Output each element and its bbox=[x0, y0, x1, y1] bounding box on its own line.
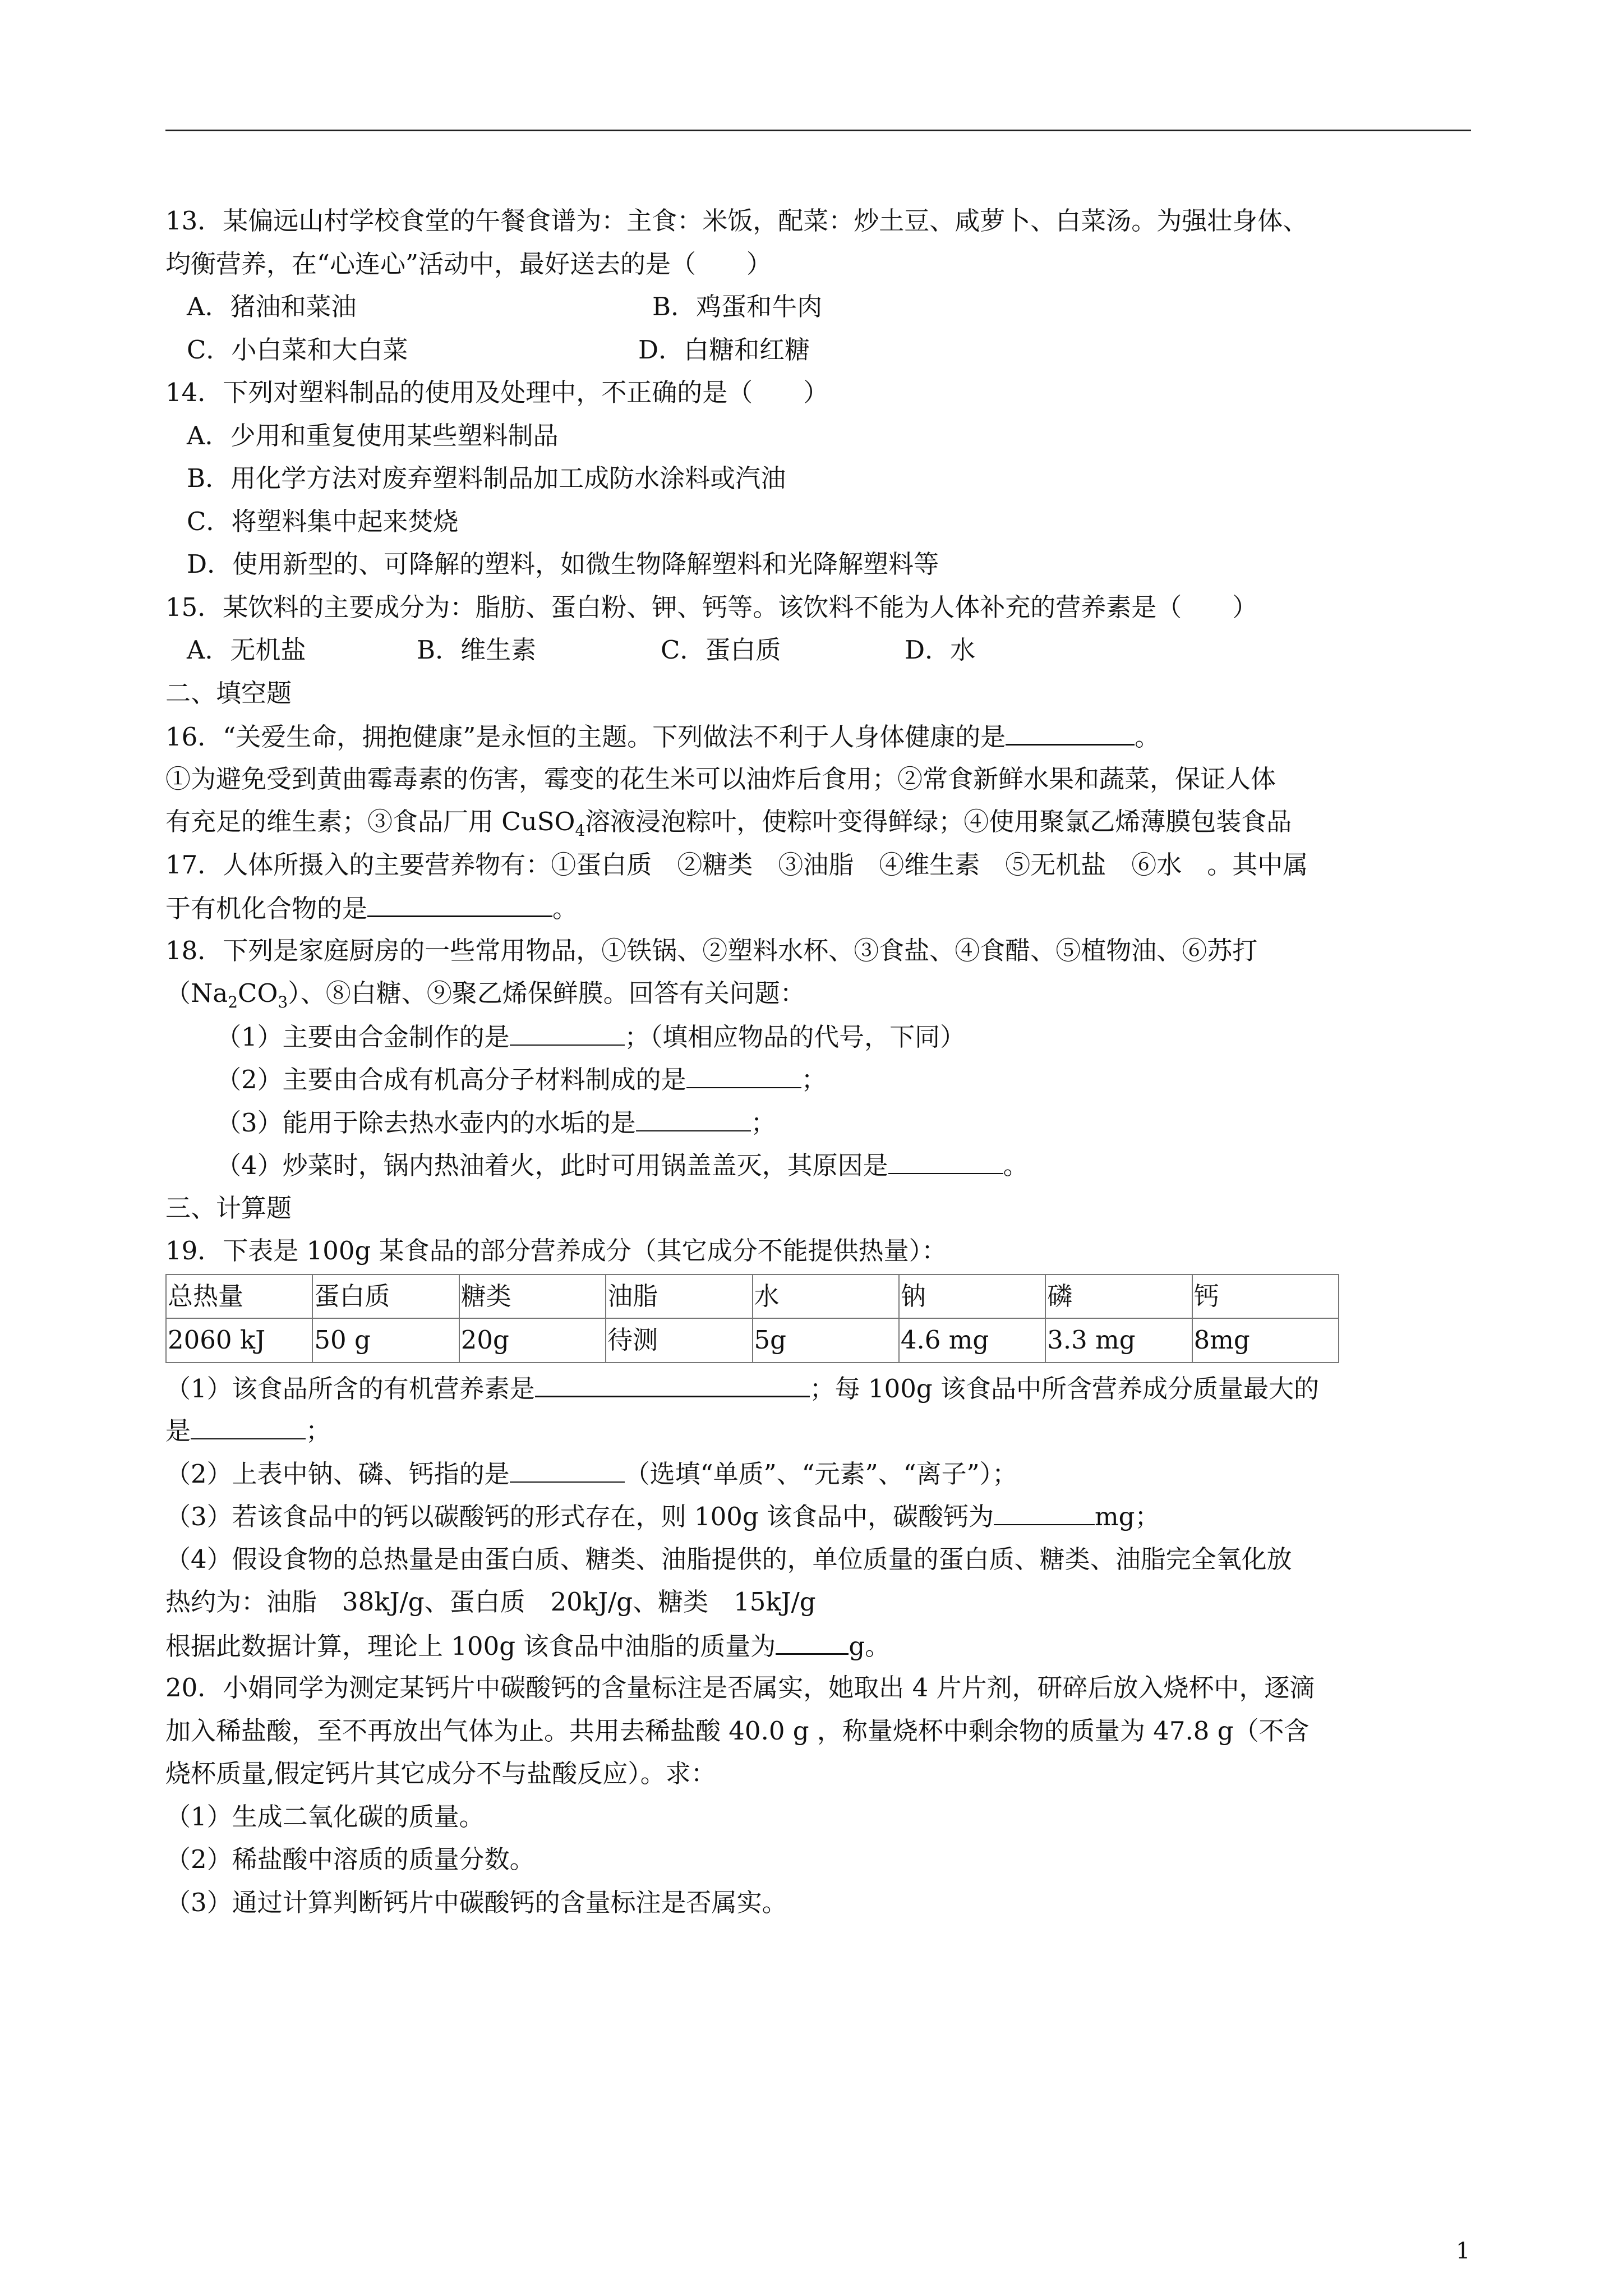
table-header: 水 bbox=[753, 1274, 899, 1319]
q17-text: 于有机化合物的是 bbox=[165, 894, 368, 923]
q19-part-text: 是 bbox=[165, 1416, 191, 1446]
q13-option-c: C．小白菜和大白菜 bbox=[187, 334, 408, 365]
q18-part3 bbox=[165, 1101, 1472, 1144]
q20-line1: 20．小娟同学为测定某钙片中碳酸钙的含量标注是否属实，她取出 4 片片剂，研碎后放入烧杯中，逐滴 bbox=[165, 1673, 1315, 1703]
q18-part-text: ；（填相应物品的代号，下同） bbox=[624, 1022, 966, 1052]
table-header: 油脂 bbox=[606, 1274, 752, 1319]
q18-part-text: （1）主要由合金制作的是 bbox=[216, 1022, 510, 1052]
q16-stem bbox=[165, 715, 1472, 758]
q18-part1 bbox=[165, 1015, 1472, 1059]
q18-part2 bbox=[165, 1058, 1472, 1101]
q16-line2: ①为避免受到黄曲霉毒素的伤害，霉变的花生米可以油炸后食用；②常食新鲜水果和蔬菜，保证人体 bbox=[165, 763, 1276, 794]
q19-part4-cont: 热约为：油脂 38kJ/g、蛋白质 20kJ/g、糖类 15kJ/g bbox=[165, 1587, 816, 1617]
q19-part4-question bbox=[165, 1624, 1472, 1667]
q18-text: CO bbox=[238, 978, 278, 1008]
q13-options-ab bbox=[165, 286, 1472, 329]
section-calculation: 三、计算题 bbox=[165, 1193, 292, 1223]
q14-stem: 14．下列对塑料制品的使用及处理中，不正确的是（ ） bbox=[165, 378, 829, 407]
table-cell: 4.6 mg bbox=[899, 1318, 1045, 1363]
q19-part1-cont bbox=[165, 1409, 1472, 1452]
q16-line3 bbox=[165, 800, 1472, 844]
q20-part1: （1）生成二氧化碳的质量。 bbox=[165, 1801, 485, 1832]
q16-end: 。 bbox=[1135, 722, 1160, 752]
q15-options bbox=[165, 629, 1472, 672]
q20-line2: 加入稀盐酸，至不再放出气体为止。共用去稀盐酸 40.0 g ，称量烧杯中剩余物的质量为 47.8 g（不含 bbox=[165, 1715, 1310, 1746]
q15-option-c: C．蛋白质 bbox=[661, 635, 781, 665]
table-cell: 2060 kJ bbox=[166, 1318, 312, 1363]
q18-part-text: 。 bbox=[1003, 1151, 1029, 1180]
q13-option-d: D．白糖和红糖 bbox=[638, 334, 810, 365]
table-header: 蛋白质 bbox=[312, 1274, 459, 1319]
q16-stem-text: 16．“关爱生命，拥抱健康”是永恒的主题。下列做法不利于人身体健康的是 bbox=[165, 722, 1006, 752]
q18-text: ）、⑧白糖、⑨聚乙烯保鲜膜。回答有关问题： bbox=[288, 978, 805, 1008]
answer-blank[interactable] bbox=[686, 1058, 801, 1088]
q20-part2: （2）稀盐酸中溶质的质量分数。 bbox=[165, 1844, 535, 1874]
answer-blank[interactable] bbox=[535, 1366, 810, 1397]
q14-option-a: A．少用和重复使用某些塑料制品 bbox=[187, 420, 559, 450]
subscript: 4 bbox=[575, 821, 585, 840]
table-row bbox=[166, 1318, 1339, 1363]
table-header: 磷 bbox=[1045, 1274, 1192, 1319]
document-body bbox=[165, 200, 1472, 1924]
q19-part-text: （3）若该食品中的钙以碳酸钙的形式存在，则 100g 该食品中，碳酸钙为 bbox=[165, 1502, 994, 1531]
q19-part-text: ；每 100g 该食品中所含营养成分质量最大的 bbox=[809, 1373, 1319, 1404]
table-cell: 20g bbox=[459, 1318, 606, 1363]
q13-option-b: B．鸡蛋和牛肉 bbox=[652, 292, 823, 321]
answer-blank[interactable] bbox=[510, 1015, 625, 1046]
table-cell: 待测 bbox=[606, 1318, 752, 1363]
q20-part3: （3）通过计算判断钙片中碳酸钙的含量标注是否属实。 bbox=[165, 1887, 787, 1917]
q14-option-b: B．用化学方法对废弃塑料制品加工成防水涂料或汽油 bbox=[187, 463, 786, 493]
q19-part-text: mg； bbox=[1094, 1502, 1160, 1531]
answer-blank[interactable] bbox=[367, 886, 552, 917]
answer-blank[interactable] bbox=[1006, 715, 1135, 746]
table-header: 钠 bbox=[899, 1274, 1045, 1319]
q19-part1 bbox=[165, 1366, 1472, 1410]
q17-end: 。 bbox=[552, 894, 578, 923]
q18-part-text: （3）能用于除去热水壶内的水垢的是 bbox=[216, 1107, 636, 1138]
q19-stem: 19．下表是 100g 某食品的部分营养成分（其它成分不能提供热量）： bbox=[165, 1236, 947, 1266]
q18-part-text: （2）主要由合成有机高分子材料制成的是 bbox=[216, 1065, 686, 1094]
q19-part-text: 根据此数据计算，理论上 100g 该食品中油脂的质量为 bbox=[165, 1631, 776, 1661]
q14-option-d: D．使用新型的、可降解的塑料，如微生物降解塑料和光降解塑料等 bbox=[187, 549, 939, 579]
subscript: 2 bbox=[228, 993, 238, 1011]
q18-part-text: ； bbox=[801, 1065, 827, 1094]
q19-part-text: （1）该食品所含的有机营养素是 bbox=[165, 1373, 535, 1404]
q14-option-c: C．将塑料集中起来焚烧 bbox=[187, 506, 459, 536]
q16-text: 溶液浸泡粽叶，使粽叶变得鲜绿；④使用聚氯乙烯薄膜包装食品 bbox=[585, 807, 1292, 836]
q15-option-a: A．无机盐 bbox=[187, 635, 306, 665]
q19-part4: （4）假设食物的总热量是由蛋白质、糖类、油脂提供的，单位质量的蛋白质、糖类、油脂完全氧化放 bbox=[165, 1544, 1292, 1574]
header-rule bbox=[165, 130, 1471, 131]
q18-part-text: ； bbox=[750, 1107, 776, 1138]
q19-part2 bbox=[165, 1452, 1472, 1496]
q18-part4 bbox=[165, 1144, 1472, 1187]
answer-blank[interactable] bbox=[510, 1452, 625, 1483]
answer-blank[interactable] bbox=[636, 1101, 751, 1131]
q17-line1: 17．人体所摄入的主要营养物有：①蛋白质 ②糖类 ③油脂 ④维生素 ⑤无机盐 ⑥水 。其中属 bbox=[165, 849, 1308, 880]
table-cell: 5g bbox=[753, 1318, 899, 1363]
subscript: 3 bbox=[278, 993, 288, 1011]
q13-option-a: A．猪油和菜油 bbox=[187, 292, 357, 321]
q18-part-text: （4）炒菜时，锅内热油着火，此时可用锅盖盖灭，其原因是 bbox=[216, 1151, 888, 1180]
q17-line2 bbox=[165, 886, 1472, 930]
table-header: 钙 bbox=[1192, 1274, 1339, 1319]
q13-stem-cont: 均衡营养，在“心连心”活动中，最好送去的是（ ） bbox=[165, 249, 772, 279]
q13-options-cd bbox=[165, 329, 1472, 372]
nutrition-table bbox=[165, 1274, 1339, 1363]
table-cell: 8mg bbox=[1192, 1318, 1339, 1363]
answer-blank[interactable] bbox=[994, 1495, 1095, 1525]
table-header: 糖类 bbox=[459, 1274, 606, 1319]
table-cell: 50 g bbox=[312, 1318, 459, 1363]
q19-part-text: ； bbox=[306, 1416, 331, 1446]
q16-text: 有充足的维生素；③食品厂用 CuSO bbox=[165, 807, 575, 836]
answer-blank[interactable] bbox=[776, 1624, 849, 1655]
page-number: 1 bbox=[1456, 2238, 1470, 2264]
q19-part-text: （选填“单质”、“元素”、“离子”）； bbox=[624, 1458, 1018, 1489]
table-header: 总热量 bbox=[166, 1274, 312, 1319]
q15-option-b: B．维生素 bbox=[417, 635, 537, 665]
q15-stem: 15．某饮料的主要成分为：脂肪、蛋白粉、钾、钙等。该饮料不能为人体补充的营养素是（ ） bbox=[165, 592, 1258, 622]
q13-stem: 13．某偏远山村学校食堂的午餐食谱为：主食：米饭，配菜：炒土豆、咸萝卜、白菜汤。为强壮身体、 bbox=[165, 206, 1308, 236]
section-fill-in: 二、填空题 bbox=[165, 678, 292, 708]
q19-part-text: （2）上表中钠、磷、钙指的是 bbox=[165, 1458, 510, 1489]
table-header-row bbox=[166, 1274, 1339, 1319]
table-cell: 3.3 mg bbox=[1045, 1318, 1192, 1363]
answer-blank[interactable] bbox=[888, 1144, 1003, 1174]
q15-option-d: D．水 bbox=[905, 635, 976, 665]
q19-part-text: g。 bbox=[849, 1631, 891, 1661]
q18-text: （Na bbox=[165, 978, 228, 1008]
q20-line3: 烧杯质量,假定钙片其它成分不与盐酸反应）。求： bbox=[165, 1759, 716, 1788]
q18-line2 bbox=[165, 972, 1472, 1015]
q18-line1: 18．下列是家庭厨房的一些常用物品，①铁锅、②塑料水杯、③食盐、④食醋、⑤植物油、⑥苏打 bbox=[165, 935, 1258, 965]
q19-part3 bbox=[165, 1495, 1472, 1538]
answer-blank[interactable] bbox=[191, 1409, 306, 1439]
